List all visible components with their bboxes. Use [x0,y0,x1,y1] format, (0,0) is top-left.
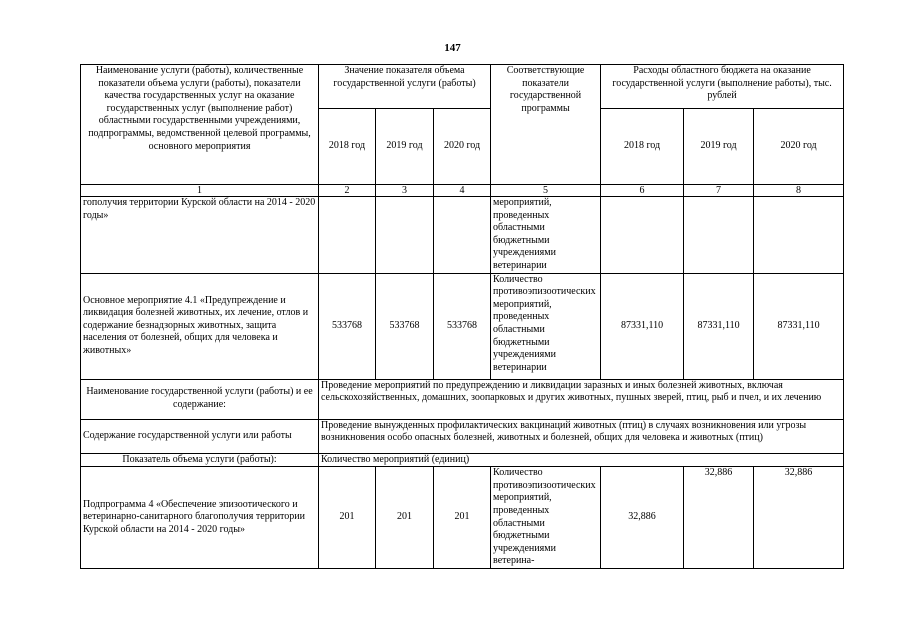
table-row-main-activity-4-1 [81,273,844,379]
column-index: 3 [376,185,434,197]
table-row-service-name [81,379,844,419]
row-name-cell: Основное мероприятие 4.1 «Предупреждение и ликвидация болезней животных, их лечение, отлов и содержание безнадзорных животных, защита населения от болезней, общих для человека и животных» [81,273,319,379]
indicator-cell: мероприятий, проведенных областными бюджетными учреждениями ветеринарии [491,197,601,274]
indicator-cell: Количество противоэпизоотических мероприятий, проведенных областными бюджетными учреждениями ветерина- [491,467,601,569]
header-program-indicators: Соответствующие показатели государственной программы [491,65,601,185]
empty-cell [376,197,434,274]
row-name-cell: Подпрограмма 4 «Обеспечение эпизоотического и ветеринарно-санитарного благополучия территории Курской области на 2014 - 2020 годы» [81,467,319,569]
expenses-2018-cell: 32,886 [601,467,684,569]
header-expenses-2019: 2019 год [684,109,754,185]
table-row-service-content [81,419,844,453]
indicator-cell: Количество противоэпизоотических мероприятий, проведенных областными бюджетными учреждениями ветеринарии [491,273,601,379]
column-index: 6 [601,185,684,197]
empty-cell [684,197,754,274]
header-expenses-2018: 2018 год [601,109,684,185]
volume-2020-cell: 201 [434,467,491,569]
expenses-2018-cell: 87331,110 [601,273,684,379]
volume-2020-cell: 533768 [434,273,491,379]
header-volume-group: Значение показателя объема государственной услуги (работы) [319,65,491,109]
empty-cell [434,197,491,274]
expenses-2020-cell: 87331,110 [754,273,844,379]
column-index: 2 [319,185,376,197]
empty-cell [754,197,844,274]
column-index: 1 [81,185,319,197]
column-index-row [81,185,844,197]
volume-2019-cell: 533768 [376,273,434,379]
header-volume-2018: 2018 год [319,109,376,185]
expenses-2019-cell: 32,886 [684,467,754,569]
service-name-label: Наименование государственной услуги (работы) и ее содержание: [81,379,319,419]
table-row-subprogram-4 [81,467,844,569]
service-name-value: Проведение мероприятий по предупреждению и ликвидации заразных и иных болезней животных, включая сельскохозяйственных, домашних, зоопарковых и других животных, пушных зверей, птиц, рыб и пчел, и их лечению [319,379,844,419]
volume-2019-cell: 201 [376,467,434,569]
header-volume-2019: 2019 год [376,109,434,185]
volume-2018-cell: 533768 [319,273,376,379]
expenses-2020-cell: 32,886 [754,467,844,569]
header-expenses-2020: 2020 год [754,109,844,185]
column-index: 5 [491,185,601,197]
service-content-value: Проведение вынужденных профилактических вакцинаций животных (птиц) в случаях возникновения или угрозы возникновения особо опасных болезней, животных и болезней, общих для человека и животных (птиц) [319,419,844,453]
table-row-volume-indicator [81,453,844,467]
header-expenses-group: Расходы областного бюджета на оказание государственной услуги (выполнение работы), тыс. рублей [601,65,844,109]
service-content-label: Содержание государственной услуги или работы [81,419,319,453]
volume-indicator-label: Показатель объема услуги (работы): [81,453,319,467]
header-volume-2020: 2020 год [434,109,491,185]
expenses-2019-cell: 87331,110 [684,273,754,379]
header-col-name: Наименование услуги (работы), количественные показатели объема услуги (работы), показатели качества государственных услуг на оказание государственных услуг (выполнение работ) областными государственными учреждениями, подпрограммы, ведомственной целевой программы, основного мероприятия [81,65,319,185]
row-name-cell: гополучия территории Курской области на 2014 - 2020 годы» [81,197,319,274]
page-number: 147 [444,42,461,54]
empty-cell [601,197,684,274]
volume-2018-cell: 201 [319,467,376,569]
table-row-continuation [81,197,844,274]
empty-cell [319,197,376,274]
column-index: 8 [754,185,844,197]
column-index: 4 [434,185,491,197]
budget-table [80,64,844,569]
column-index: 7 [684,185,754,197]
volume-indicator-value: Количество мероприятий (единиц) [319,453,844,467]
